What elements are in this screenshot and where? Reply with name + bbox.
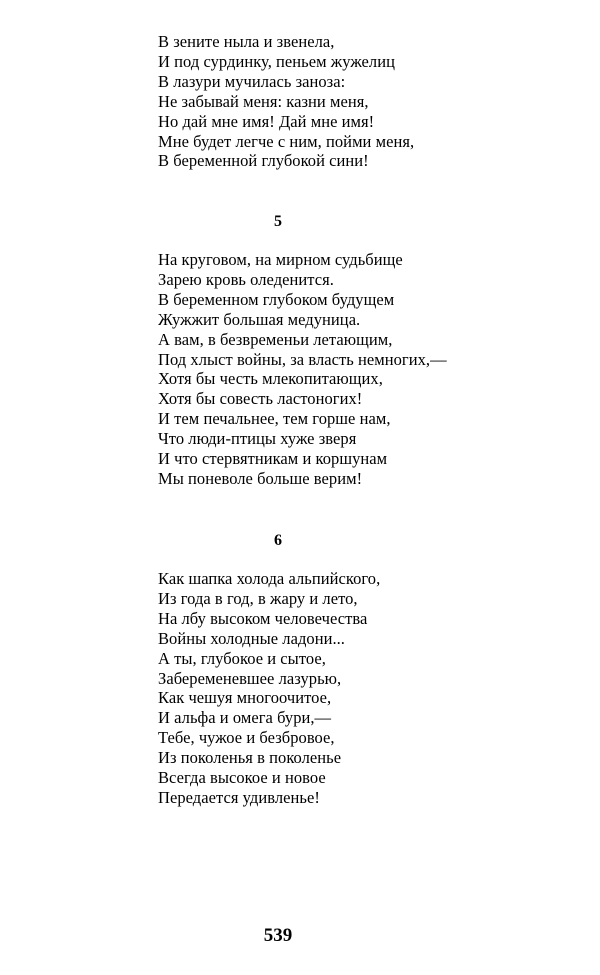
verse-line: На круговом, на мирном судьбище [158,250,403,269]
verse-line: В беременном глубоком будущем [158,289,395,309]
verse-line: Как шапка холода альпийского, [158,569,381,588]
stanza-3 [158,569,380,808]
verse-line: И под сурдинку, пеньем жужелиц [158,51,395,71]
section-number-5: 5 [274,213,282,230]
section-number-6: 6 [274,532,282,549]
verse-line: И тем печальнее, тем горше нам, [158,409,391,429]
verse-line: Под хлыст войны, за власть немногих,— [158,349,447,369]
verse-line: В лазури мучилась заноза: [158,71,346,91]
verse-line: Забеременевшее лазурью, [158,668,342,688]
verse-line: А вам, в безвременьи летающим, [158,329,393,349]
verse-line: На лбу высоком человечества [158,608,368,628]
verse-line: Из поколенья в поколенье [158,748,342,768]
verse-line: Всегда высокое и новое [158,768,326,788]
verse-line: Тебе, чужое и безбровое, [158,728,335,748]
verse-line: В беременной глубокой сини! [158,151,369,171]
stanza-1 [158,32,414,171]
verse-line: Войны холодные ладони... [158,628,345,648]
verse-line: Передается удивленье! [158,787,320,807]
verse-line: Мы поневоле больше верим! [158,468,363,488]
verse-line: Хотя бы честь млекопитающих, [158,369,383,389]
verse-line: Мне будет легче с ним, пойми меня, [158,131,415,151]
verse-line: Хотя бы совесть ластоногих! [158,389,363,409]
verse-line: А ты, глубокое и сытое, [158,648,326,668]
verse-line: И альфа и омега бури,— [158,708,332,728]
page-number: 539 [263,925,293,946]
verse-line: В зените ныла и звенела, [158,32,335,51]
stanza-2 [158,250,447,489]
verse-line: Зарею кровь оледенится. [158,269,334,289]
verse-line: Как чешуя многоочитое, [158,688,332,708]
verse-line: Что люди-птицы хуже зверя [158,429,357,449]
verse-line: Но дай мне имя! Дай мне имя! [158,111,375,131]
verse-line: Не забывай меня: казни меня, [158,91,369,111]
verse-line: Жужжит большая медуница. [158,309,361,329]
verse-line: Из года в год, в жару и лето, [158,588,358,608]
verse-line: И что стервятникам и коршунам [158,449,388,469]
